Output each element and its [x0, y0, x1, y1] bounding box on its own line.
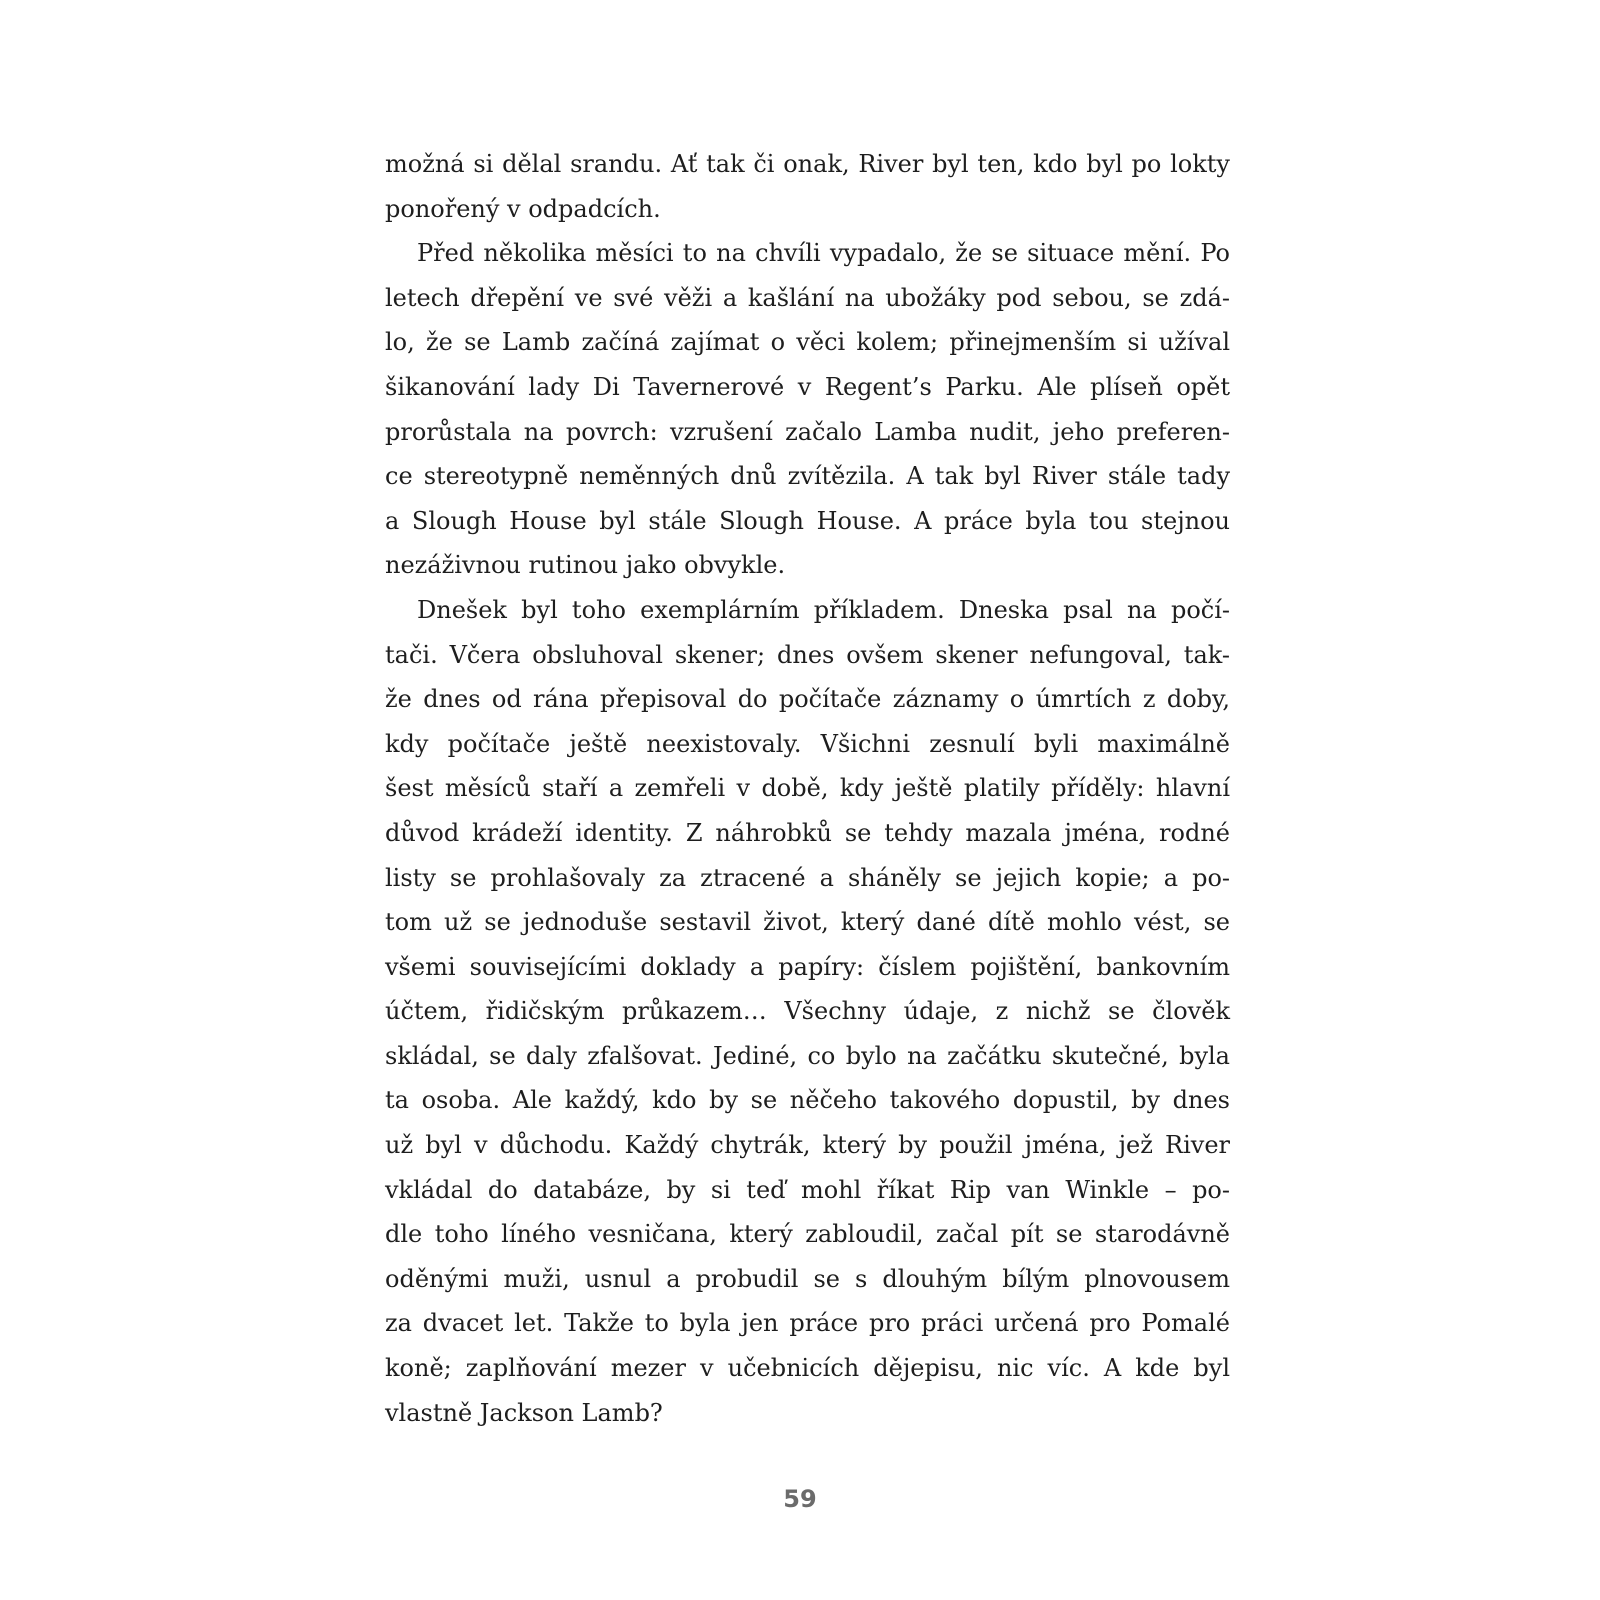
- text-line: oděnými muži, usnul a probudil se s dlouhým bílým plnovousem: [385, 1264, 1230, 1293]
- text-line: ce stereotypně neměnných dnů zvítězila. A tak byl River stále tady: [385, 462, 1230, 491]
- text-line: účtem, řidičským průkazem… Všechny údaje, z nichž se člověk: [385, 997, 1230, 1026]
- text-line: už byl v důchodu. Každý chytrák, který by použil jména, jež River: [385, 1131, 1230, 1160]
- text-line: ponořený v odpadcích.: [385, 194, 661, 223]
- text-line: a Slough House byl stále Slough House. A práce byla tou stejnou: [385, 506, 1230, 535]
- body-text: [385, 142, 1230, 1435]
- text-line: skládal, se daly zfalšovat. Jediné, co bylo na začátku skutečné, byla: [385, 1041, 1230, 1070]
- text-line: ta osoba. Ale každý, kdo by se něčeho takového dopustil, by dnes: [385, 1086, 1230, 1115]
- text-line: kdy počítače ještě neexistovaly. Všichni zesnulí byli maximálně: [385, 729, 1230, 758]
- text-line: Před několika měsíci to na chvíli vypadalo, že se situace mění. Po: [417, 239, 1230, 268]
- text-line: šikanování lady Di Tavernerové v Regent’s Parku. Ale plíseň opět: [385, 372, 1230, 401]
- paragraph: [385, 142, 1230, 231]
- page-number: 59: [783, 1485, 817, 1513]
- text-line: vkládal do databáze, by si teď mohl říkat Rip van Winkle – po-: [385, 1175, 1230, 1204]
- text-line: že dnes od rána přepisoval do počítače záznamy o úmrtích z doby,: [385, 685, 1230, 714]
- text-line: za dvacet let. Takže to byla jen práce pro práci určená pro Pomalé: [385, 1309, 1230, 1338]
- text-line: koně; zaplňování mezer v učebnicích dějepisu, nic víc. A kde byl: [385, 1354, 1230, 1383]
- text-line: dle toho líného vesničana, který zabloudil, začal pít se starodávně: [385, 1220, 1230, 1249]
- text-line: lo, že se Lamb začíná zajímat o věci kolem; přinejmenším si užíval: [385, 328, 1230, 357]
- paragraph: [385, 231, 1230, 588]
- text-line: tači. Včera obsluhoval skener; dnes ovšem skener nefungoval, tak-: [385, 640, 1230, 669]
- text-line: prorůstala na povrch: vzrušení začalo Lamba nudit, jeho preferen-: [385, 417, 1230, 446]
- text-line: nezáživnou rutinou jako obvykle.: [385, 551, 786, 580]
- text-line: šest měsíců staří a zemřeli v době, kdy ještě platily příděly: hlavní: [385, 774, 1230, 803]
- text-line: důvod krádeží identity. Z náhrobků se tehdy mazala jména, rodné: [385, 818, 1230, 847]
- paragraph: [385, 588, 1230, 1435]
- text-line: listy se prohlašovaly za ztracené a sháněly se jejich kopie; a po-: [385, 863, 1230, 892]
- text-line: vlastně Jackson Lamb?: [385, 1398, 663, 1427]
- text-line: Dnešek byl toho exemplárním příkladem. Dneska psal na počí-: [417, 595, 1230, 624]
- text-line: možná si dělal srandu. Ať tak či onak, River byl ten, kdo byl po lokty: [385, 150, 1230, 178]
- text-line: všemi souvisejícími doklady a papíry: číslem pojištění, bankovním: [385, 952, 1230, 981]
- text-line: tom už se jednoduše sestavil život, který dané dítě mohlo vést, se: [385, 908, 1230, 937]
- text-line: letech dřepění ve své věži a kašlání na ubožáky pod sebou, se zdá-: [385, 283, 1230, 312]
